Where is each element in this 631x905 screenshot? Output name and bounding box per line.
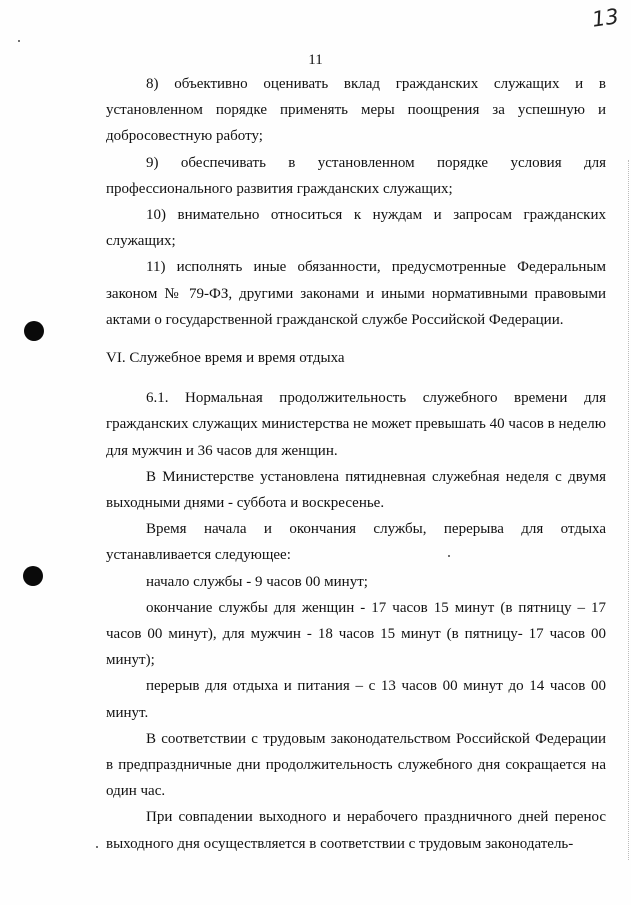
paragraph-start-time: начало службы - 9 часов 00 минут; [146,573,368,590]
paragraph-6-1: 6.1. Нормальная продолжительность служебного времени для гражданских служащих министерства не может превышать 40 часов в неделю для мужчин и 36 часов для женщин. [106,390,606,459]
binder-hole [23,566,43,586]
paragraph-lunch-break: перерыв для отдыха и питания – с 13 часов 00 минут до 14 часов 00 минут. [106,678,606,721]
scan-speck [18,40,20,42]
section-heading: VI. Служебное время и время отдыха [106,350,345,367]
document-body [106,71,606,857]
scan-speck [96,846,98,848]
paragraph-item-8: 8) объективно оценивать вклад гражданских служащих и в установленном порядке применять меры поощрения за успешную и добросовестную работу; [106,76,606,145]
paragraph-schedule-intro: Время начала и окончания службы, перерыва для отдыха устанавливается следующее: [106,521,606,564]
paragraph-work-week: В Министерстве установлена пятидневная служебная неделя с двумя выходными днями - суббота и воскресенье. [106,468,606,512]
paragraph-item-9: 9) обеспечивать в установленном порядке условия для профессионального развития гражданских служащих; [106,154,606,197]
paragraph-holiday-transfer: При совпадении выходного и нерабочего праздничного дней перенос выходного дня осуществляется в соответствии с трудовым законодатель- [106,809,606,852]
scan-edge-marks [626,160,629,860]
paragraph-item-10: 10) внимательно относиться к нуждам и запросам гражданских служащих; [106,207,606,250]
handwritten-page-number: 13 [590,4,621,32]
binder-hole [24,321,44,341]
paragraph-item-11: 11) исполнять иные обязанности, предусмотренные Федеральным законом № 79-ФЗ, другими законами и иными нормативными правовыми актами о государственной гражданской службе Российской Федерации. [106,259,606,328]
paragraph-pre-holiday: В соответствии с трудовым законодательством Российской Федерации в предпраздничные дни продолжительность служебного дня сокращается на один час. [106,730,606,800]
paragraph-end-time: окончание службы для женщин - 17 часов 15 минут (в пятницу – 17 часов 00 минут), для мужчин - 18 часов 15 минут (в пятницу- 17 часов 00 минут); [106,599,606,669]
page-number: 11 [308,52,323,68]
scan-speck [448,555,450,557]
